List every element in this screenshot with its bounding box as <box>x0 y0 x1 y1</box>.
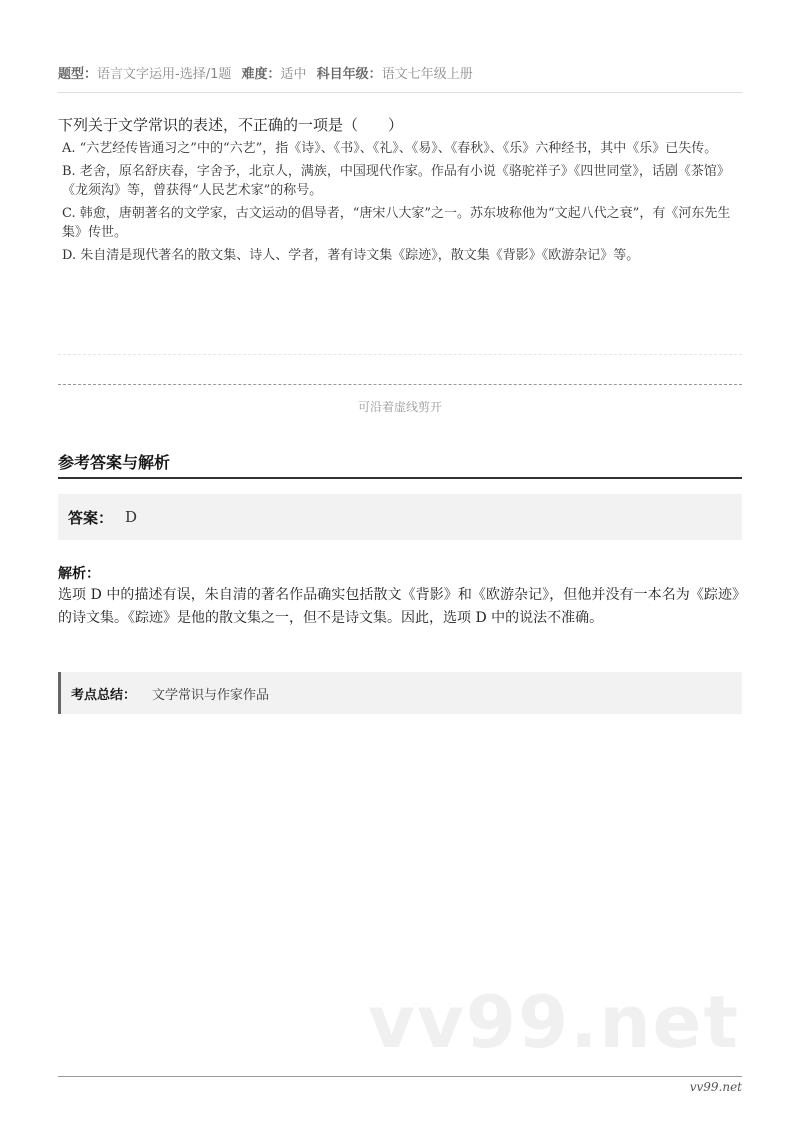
subject-label: 科目年级： <box>316 67 382 82</box>
type-value: 语言文字运用-选择/1题 <box>97 67 232 82</box>
summary-box <box>58 672 742 714</box>
footer-divider <box>58 1076 742 1077</box>
analysis-label: 解析： <box>58 566 100 582</box>
answer-value: D <box>125 508 138 526</box>
answer-space-line <box>58 354 742 355</box>
analysis-text: 选项 D 中的描述有误，朱自清的著名作品确实包括散文《背影》和《欧游杂记》，但他并没有一本名为《踪迹》的诗文集。《踪迹》是他的散文集之一，但不是诗文集。因此，选项 D 中的说法不准确。 <box>58 587 746 626</box>
option-a: A. “六艺经传皆通习之”中的“六艺”，指《诗》、《书》、《礼》、《易》、《春秋》、《乐》六种经书，其中《乐》已失传。 <box>62 141 718 156</box>
answer-section-title: 参考答案与解析 <box>58 453 171 472</box>
question-meta <box>58 63 479 82</box>
option-d: D. 朱自清是现代著名的散文集、诗人、学者，著有诗文集《踪迹》，散文集《背影》《欧游杂记》等。 <box>62 248 640 263</box>
section-divider <box>58 477 742 479</box>
option-b: B. 老舍，原名舒庆春，字舍予，北京人，满族，中国现代作家。作品有小说《骆驼祥子》《四世同堂》，话剧《茶馆》《龙须沟》等，曾获得“人民艺术家”的称号。 <box>62 164 730 198</box>
header-divider <box>58 92 742 93</box>
cut-label: 可沿着虚线剪开 <box>357 400 442 414</box>
cut-line <box>58 384 742 385</box>
answer-box <box>58 494 742 540</box>
watermark: vv99.net <box>368 980 740 1064</box>
subject-value: 语文七年级上册 <box>381 67 473 82</box>
footer-site: vv99.net <box>689 1080 742 1094</box>
question-stem: 下列关于文学常识的表述，不正确的一项是（ ） <box>58 116 404 134</box>
summary-label: 考点总结： <box>71 687 137 703</box>
difficulty-value: 适中 <box>280 67 307 82</box>
difficulty-label: 难度： <box>241 67 281 82</box>
type-label: 题型： <box>58 67 98 82</box>
summary-value: 文学常识与作家作品 <box>152 687 270 703</box>
option-list <box>62 139 742 269</box>
option-c: C. 韩愈，唐朝著名的文学家，古文运动的倡导者，“唐宋八大家”之一。苏东坡称他为“文起八代之衰”，有《河东先生集》传世。 <box>62 206 731 240</box>
answer-label: 答案： <box>68 508 114 527</box>
